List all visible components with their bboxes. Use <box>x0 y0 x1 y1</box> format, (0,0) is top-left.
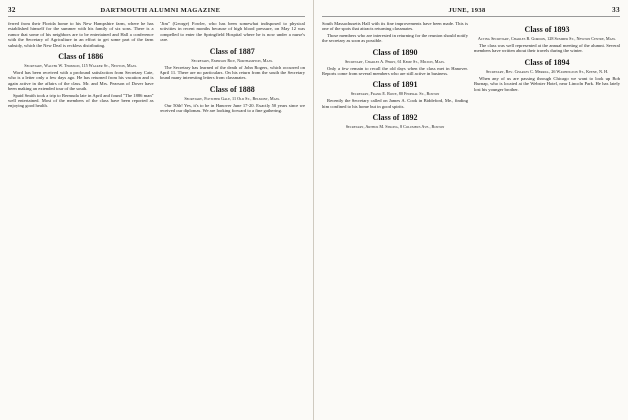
running-header <box>322 6 620 17</box>
text-columns <box>322 21 620 417</box>
column-1 <box>322 21 468 417</box>
class-heading: Class of 1891 <box>372 80 418 90</box>
paragraph: Only a few remain to recall the old days when the class met in Hanover. Reports come from several members who are still active in business. <box>322 65 468 77</box>
paragraph: ferred from their Florida home to his New Hampshire farm, where he has established himself for the summer with his family of six sons. There is a rumor that some of his neighbors are to be entertained and Hall a conference with the Secretary of Agriculture in an effort to get some part of the farm subsidy, which the New Deal is reckless distributing. <box>8 21 154 48</box>
paragraph: Recently the Secretary called on James A. Cook in Biddeford, Me., finding him confined to his home but in good spirits. <box>322 98 468 109</box>
paragraph: The class was well represented at the annual meeting of the alumni. Several members have written about their travels during the winter. <box>474 43 620 54</box>
class-heading: Class of 1893 <box>524 25 570 34</box>
class-heading: Class of 1888 <box>209 84 255 94</box>
paragraph: Word has been received with a profound satisfaction from Secretary Cate, who is a letter only a few days ago. He has returned from his vacation and is again active in the affairs of the class. Mr. and Mrs. Pearson of Dover have been making an extended tour of the south. <box>8 70 154 92</box>
class-secretary: Secretary, Fletcher Gale, 11 Old St., Belmont, Mass. <box>184 95 281 101</box>
paragraph: South Massachusetts Hall with its fine improvements have been made. This is one of the spots that attracts returning classmates. <box>322 21 468 32</box>
class-heading: Class of 1894 <box>524 57 570 67</box>
paragraph: Spaid Smith took a trip to Bermuda late in April and found "The 1886 man" well entertained. Most of the members of the class have been reported as enjoying good health. <box>8 92 154 109</box>
class-heading: Class of 1890 <box>372 47 418 57</box>
class-secretary: Secretary, Charles A. Perry, 61 Kemp St., Milton, Mass. <box>344 58 446 64</box>
paragraph: Our 50th! Yes, it's to be in Hanover June 17-20. Exactly 50 years since we received our diplomas. We are looking forward to a fine gathering. <box>159 102 305 114</box>
class-secretary: Acting Secretary, Charles B. Gordon, 128 Summer St., Newton Centre, Mass. <box>477 36 617 41</box>
class-secretary: Secretary, Walter W. Thomson, 115 Walker St., Newton, Mass. <box>24 63 138 69</box>
column-2 <box>474 21 620 417</box>
page-number: 32 <box>8 6 16 14</box>
class-heading: Class of 1887 <box>209 46 255 56</box>
class-heading: Class of 1886 <box>58 52 104 62</box>
class-secretary: Secretary, Arthur M. Strong, 8 Columbus Ave., Boston <box>345 124 445 130</box>
class-secretary: Secretary, Frank E. Rowe, 80 Federal St., Boston <box>350 91 440 97</box>
text-columns <box>8 21 305 417</box>
magazine-title: DARTMOUTH ALUMNI MAGAZINE <box>100 7 221 14</box>
issue-date: JUNE, 1938 <box>448 7 486 14</box>
column-1 <box>8 21 154 417</box>
paragraph: "Jim" (George) Fowler, who has been somewhat indisposed to physical activities in recent months because of high blood pressure, on May 12 was compelled to enter the Springfield Hospital where he is now under a nurse's care. <box>159 21 305 43</box>
class-heading: Class of 1892 <box>372 113 418 123</box>
right-page <box>314 0 628 420</box>
paragraph: The Secretary has learned of the death of John Rogers, which occurred on April 11. There are no particulars. On his return from the south the Secretary found many interesting letters from classmates. <box>159 64 305 81</box>
running-header <box>8 6 305 17</box>
class-secretary: Secretary, Rev. Charles C. Merrill, 26 Washington St., Keene, N. H. <box>485 68 609 74</box>
paragraph: Those members who are interested in returning for the reunion should notify the secretary as soon as possible. <box>322 32 468 44</box>
page-number: 33 <box>612 6 620 14</box>
paragraph: When any of us are passing through Chicago we want to look up Bob Burnap, who is located at the Webster Hotel, near Lincoln Park. He has lately lost his younger brother. <box>474 75 620 92</box>
class-secretary: Secretary, Emerson Rice, Northampton, Mass. <box>191 57 274 63</box>
column-2 <box>160 21 306 417</box>
